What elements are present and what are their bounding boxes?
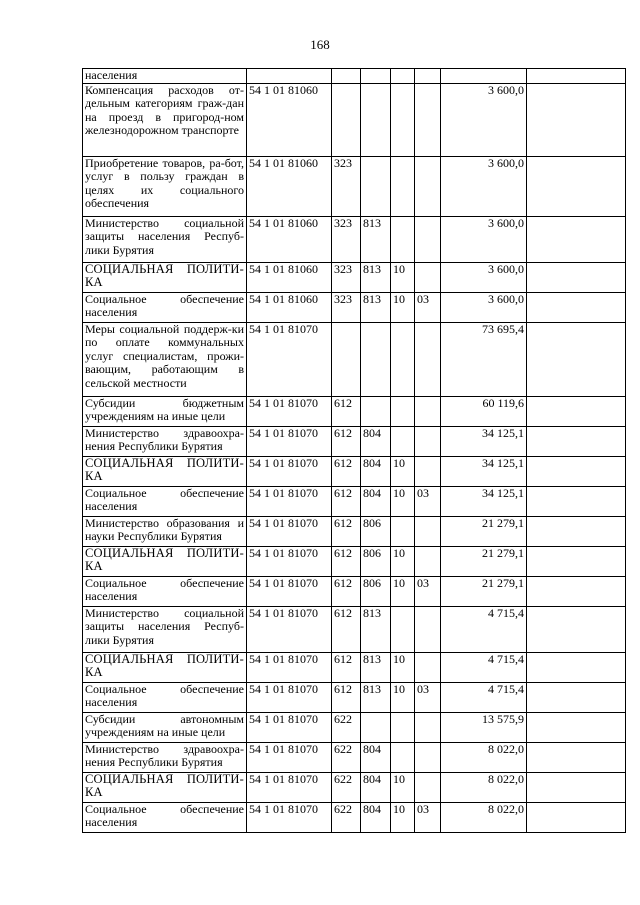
- amount-cell: 4 715,4: [441, 682, 527, 712]
- expense-type-cell: 323: [332, 216, 361, 262]
- subsection-code-cell: [415, 83, 441, 156]
- empty-cell: [527, 262, 626, 292]
- row-name-cell: Социальное обеспечение населения: [83, 486, 247, 516]
- subsection-code-cell: [415, 426, 441, 456]
- empty-cell: [527, 69, 626, 84]
- amount-cell: 34 125,1: [441, 426, 527, 456]
- table-row: [83, 216, 626, 262]
- empty-cell: [527, 396, 626, 426]
- target-article-code-cell: 54 1 01 81070: [247, 802, 332, 832]
- amount-cell: 73 695,4: [441, 322, 527, 396]
- ministry-code-cell: 813: [361, 682, 391, 712]
- row-name-cell: Меры социальной поддерж-ки по оплате коммунальных услуг специалистам, прожи-вающим, работающим в сельской местности: [83, 322, 247, 396]
- row-name-cell: Субсидии бюджетным учреждениям на иные цели: [83, 396, 247, 426]
- expense-type-cell: 612: [332, 396, 361, 426]
- target-article-code-cell: 54 1 01 81070: [247, 456, 332, 486]
- section-code-cell: [391, 216, 415, 262]
- subsection-code-cell: [415, 652, 441, 682]
- empty-cell: [527, 516, 626, 546]
- row-name-cell: Министерство здравоохра-нения Республики Бурятия: [83, 426, 247, 456]
- section-code-cell: 10: [391, 652, 415, 682]
- expense-type-cell: 612: [332, 486, 361, 516]
- amount-cell: [441, 69, 527, 84]
- ministry-code-cell: 813: [361, 606, 391, 652]
- subsection-code-cell: [415, 772, 441, 802]
- target-article-code-cell: 54 1 01 81070: [247, 652, 332, 682]
- empty-cell: [527, 802, 626, 832]
- table-row: [83, 426, 626, 456]
- amount-cell: 3 600,0: [441, 83, 527, 156]
- target-article-code-cell: 54 1 01 81070: [247, 742, 332, 772]
- subsection-code-cell: [415, 712, 441, 742]
- section-code-cell: [391, 606, 415, 652]
- subsection-code-cell: [415, 516, 441, 546]
- target-article-code-cell: 54 1 01 81070: [247, 576, 332, 606]
- subsection-code-cell: 03: [415, 682, 441, 712]
- section-code-cell: [391, 516, 415, 546]
- subsection-code-cell: [415, 216, 441, 262]
- subsection-code-cell: [415, 396, 441, 426]
- amount-cell: 21 279,1: [441, 516, 527, 546]
- expense-type-cell: [332, 69, 361, 84]
- subsection-code-cell: 03: [415, 292, 441, 322]
- amount-cell: 13 575,9: [441, 712, 527, 742]
- expense-type-cell: 622: [332, 772, 361, 802]
- empty-cell: [527, 156, 626, 216]
- ministry-code-cell: 804: [361, 742, 391, 772]
- target-article-code-cell: 54 1 01 81070: [247, 426, 332, 456]
- ministry-code-cell: [361, 156, 391, 216]
- section-code-cell: 10: [391, 262, 415, 292]
- ministry-code-cell: [361, 69, 391, 84]
- section-code-cell: 10: [391, 802, 415, 832]
- amount-cell: 3 600,0: [441, 292, 527, 322]
- expense-type-cell: 612: [332, 576, 361, 606]
- table-row: [83, 292, 626, 322]
- subsection-code-cell: [415, 322, 441, 396]
- target-article-code-cell: 54 1 01 81060: [247, 292, 332, 322]
- empty-cell: [527, 606, 626, 652]
- row-name-cell: СОЦИАЛЬНАЯ ПОЛИТИ-КА: [83, 652, 247, 682]
- section-code-cell: 10: [391, 546, 415, 576]
- expense-type-cell: 612: [332, 606, 361, 652]
- target-article-code-cell: 54 1 01 81070: [247, 516, 332, 546]
- expense-type-cell: 612: [332, 652, 361, 682]
- target-article-code-cell: 54 1 01 81060: [247, 83, 332, 156]
- ministry-code-cell: 804: [361, 486, 391, 516]
- amount-cell: 21 279,1: [441, 576, 527, 606]
- ministry-code-cell: 806: [361, 516, 391, 546]
- subsection-code-cell: [415, 69, 441, 84]
- section-code-cell: 10: [391, 682, 415, 712]
- row-name-cell: Министерство социальной защиты населения Респуб-лики Бурятия: [83, 606, 247, 652]
- empty-cell: [527, 652, 626, 682]
- table-row: [83, 486, 626, 516]
- row-name-cell: СОЦИАЛЬНАЯ ПОЛИТИ-КА: [83, 546, 247, 576]
- empty-cell: [527, 772, 626, 802]
- subsection-code-cell: 03: [415, 802, 441, 832]
- budget-table: [82, 68, 626, 833]
- table-row: [83, 546, 626, 576]
- ministry-code-cell: 806: [361, 576, 391, 606]
- table-row: [83, 576, 626, 606]
- ministry-code-cell: 804: [361, 426, 391, 456]
- row-name-cell: Социальное обеспечение населения: [83, 802, 247, 832]
- row-name-cell: населения: [83, 69, 247, 84]
- expense-type-cell: [332, 322, 361, 396]
- empty-cell: [527, 742, 626, 772]
- expense-type-cell: 622: [332, 742, 361, 772]
- ministry-code-cell: [361, 322, 391, 396]
- expense-type-cell: 323: [332, 156, 361, 216]
- section-code-cell: 10: [391, 292, 415, 322]
- row-name-cell: Министерство образования и науки Республики Бурятия: [83, 516, 247, 546]
- empty-cell: [527, 216, 626, 262]
- table-body: [83, 69, 626, 833]
- page-number: 168: [310, 37, 330, 52]
- row-name-cell: СОЦИАЛЬНАЯ ПОЛИТИ-КА: [83, 772, 247, 802]
- table-row: [83, 456, 626, 486]
- subsection-code-cell: [415, 606, 441, 652]
- row-name-cell: Приобретение товаров, ра-бот, услуг в пользу граждан в целях их социального обеспечения: [83, 156, 247, 216]
- section-code-cell: [391, 69, 415, 84]
- expense-type-cell: 612: [332, 426, 361, 456]
- empty-cell: [527, 682, 626, 712]
- ministry-code-cell: 806: [361, 546, 391, 576]
- amount-cell: 34 125,1: [441, 486, 527, 516]
- section-code-cell: [391, 156, 415, 216]
- amount-cell: 8 022,0: [441, 742, 527, 772]
- table-row: [83, 742, 626, 772]
- expense-type-cell: 612: [332, 682, 361, 712]
- subsection-code-cell: [415, 742, 441, 772]
- ministry-code-cell: [361, 396, 391, 426]
- table-row: [83, 262, 626, 292]
- subsection-code-cell: [415, 456, 441, 486]
- amount-cell: 4 715,4: [441, 606, 527, 652]
- table-row: [83, 772, 626, 802]
- empty-cell: [527, 322, 626, 396]
- subsection-code-cell: 03: [415, 486, 441, 516]
- expense-type-cell: 323: [332, 262, 361, 292]
- table-row: [83, 802, 626, 832]
- ministry-code-cell: 813: [361, 216, 391, 262]
- target-article-code-cell: 54 1 01 81070: [247, 712, 332, 742]
- section-code-cell: [391, 742, 415, 772]
- ministry-code-cell: 813: [361, 262, 391, 292]
- section-code-cell: 10: [391, 456, 415, 486]
- target-article-code-cell: 54 1 01 81070: [247, 772, 332, 802]
- empty-cell: [527, 712, 626, 742]
- expense-type-cell: 622: [332, 802, 361, 832]
- amount-cell: 4 715,4: [441, 652, 527, 682]
- expense-type-cell: 323: [332, 292, 361, 322]
- target-article-code-cell: 54 1 01 81070: [247, 682, 332, 712]
- amount-cell: 60 119,6: [441, 396, 527, 426]
- amount-cell: 3 600,0: [441, 216, 527, 262]
- empty-cell: [527, 486, 626, 516]
- ministry-code-cell: 813: [361, 292, 391, 322]
- target-article-code-cell: [247, 69, 332, 84]
- table-row: [83, 606, 626, 652]
- target-article-code-cell: 54 1 01 81060: [247, 216, 332, 262]
- section-code-cell: [391, 426, 415, 456]
- table-row: [83, 516, 626, 546]
- amount-cell: 8 022,0: [441, 802, 527, 832]
- ministry-code-cell: [361, 83, 391, 156]
- table-row: [83, 396, 626, 426]
- row-name-cell: Социальное обеспечение населения: [83, 682, 247, 712]
- section-code-cell: 10: [391, 772, 415, 802]
- target-article-code-cell: 54 1 01 81060: [247, 156, 332, 216]
- table-row: [83, 712, 626, 742]
- subsection-code-cell: 03: [415, 576, 441, 606]
- ministry-code-cell: 813: [361, 652, 391, 682]
- target-article-code-cell: 54 1 01 81060: [247, 262, 332, 292]
- row-name-cell: СОЦИАЛЬНАЯ ПОЛИТИ-КА: [83, 262, 247, 292]
- ministry-code-cell: [361, 712, 391, 742]
- amount-cell: 8 022,0: [441, 772, 527, 802]
- empty-cell: [527, 546, 626, 576]
- target-article-code-cell: 54 1 01 81070: [247, 396, 332, 426]
- empty-cell: [527, 292, 626, 322]
- expense-type-cell: [332, 83, 361, 156]
- row-name-cell: СОЦИАЛЬНАЯ ПОЛИТИ-КА: [83, 456, 247, 486]
- table-row: [83, 682, 626, 712]
- amount-cell: 3 600,0: [441, 262, 527, 292]
- table-row: [83, 156, 626, 216]
- subsection-code-cell: [415, 156, 441, 216]
- expense-type-cell: 612: [332, 546, 361, 576]
- table-row: [83, 69, 626, 84]
- target-article-code-cell: 54 1 01 81070: [247, 546, 332, 576]
- empty-cell: [527, 426, 626, 456]
- empty-cell: [527, 576, 626, 606]
- row-name-cell: Министерство социальной защиты населения Респуб-лики Бурятия: [83, 216, 247, 262]
- section-code-cell: [391, 322, 415, 396]
- expense-type-cell: 612: [332, 456, 361, 486]
- target-article-code-cell: 54 1 01 81070: [247, 322, 332, 396]
- section-code-cell: 10: [391, 576, 415, 606]
- amount-cell: 3 600,0: [441, 156, 527, 216]
- row-name-cell: Социальное обеспечение населения: [83, 576, 247, 606]
- target-article-code-cell: 54 1 01 81070: [247, 486, 332, 516]
- amount-cell: 34 125,1: [441, 456, 527, 486]
- table-row: [83, 83, 626, 156]
- row-name-cell: Компенсация расходов от-дельным категориям граж-дан на проезд в пригород-ном железнодорожном транспорте: [83, 83, 247, 156]
- expense-type-cell: 612: [332, 516, 361, 546]
- ministry-code-cell: 804: [361, 456, 391, 486]
- subsection-code-cell: [415, 262, 441, 292]
- expense-type-cell: 622: [332, 712, 361, 742]
- ministry-code-cell: 804: [361, 772, 391, 802]
- section-code-cell: 10: [391, 486, 415, 516]
- empty-cell: [527, 83, 626, 156]
- row-name-cell: Субсидии автономным учреждениям на иные цели: [83, 712, 247, 742]
- subsection-code-cell: [415, 546, 441, 576]
- table-row: [83, 652, 626, 682]
- empty-cell: [527, 456, 626, 486]
- section-code-cell: [391, 83, 415, 156]
- row-name-cell: Министерство здравоохра-нения Республики Бурятия: [83, 742, 247, 772]
- target-article-code-cell: 54 1 01 81070: [247, 606, 332, 652]
- table-row: [83, 322, 626, 396]
- ministry-code-cell: 804: [361, 802, 391, 832]
- section-code-cell: [391, 396, 415, 426]
- section-code-cell: [391, 712, 415, 742]
- amount-cell: 21 279,1: [441, 546, 527, 576]
- row-name-cell: Социальное обеспечение населения: [83, 292, 247, 322]
